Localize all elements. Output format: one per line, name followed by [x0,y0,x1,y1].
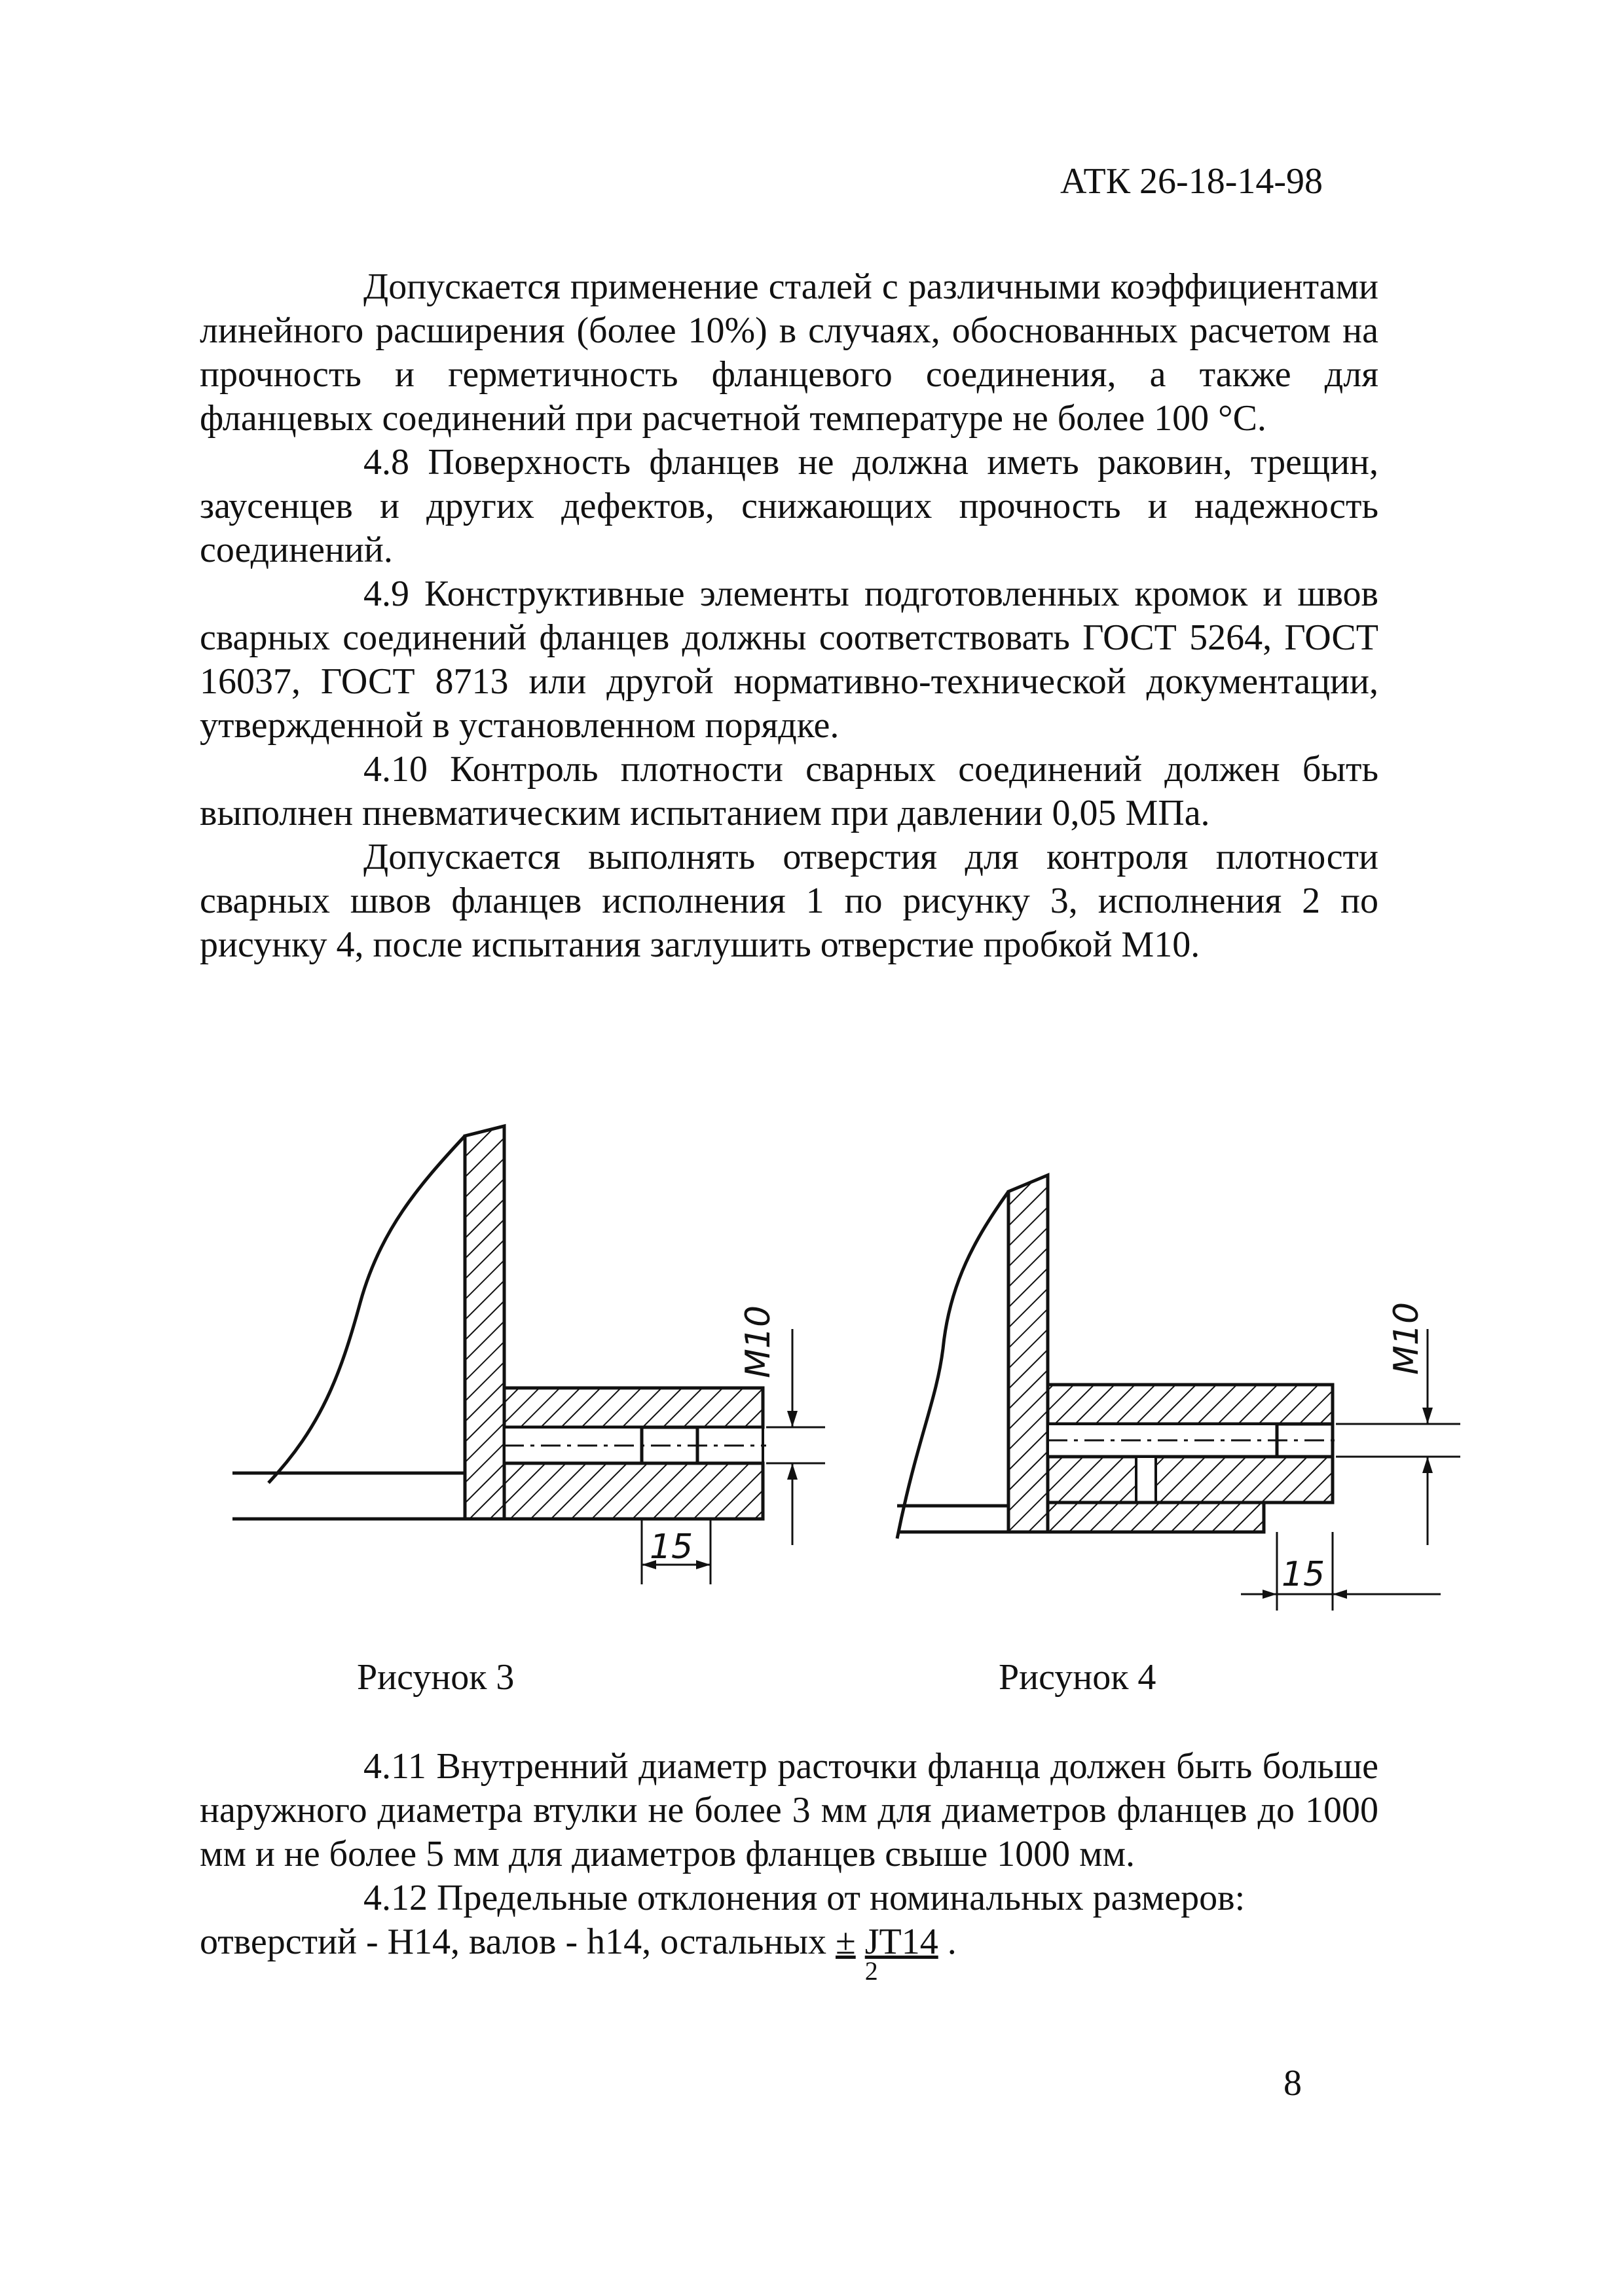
paragraph-steel-coefficients: Допускается применение сталей с различными коэффициентами линейного расширения (более 10%) в случаях, обоснованных расчетом на прочность и герметичность фланцевого соединения, а также для фланцевых соединений при расчетной температуре не более 100 °С. [200,266,1378,439]
tolerance-prefix: отверстий - H14, валов - h14, остальных [200,1922,826,1962]
paragraph-4-11: 4.11 Внутренний диаметр расточки фланца должен быть больше наружного диаметра втулки не более 3 мм для диаметров фланцев до 1000 мм и не более 5 мм для диаметров фланцев свыше 1000 мм. [200,1746,1378,1874]
break-line [897,1192,1008,1539]
tolerance-fraction [864,1920,938,1986]
plus-minus-sign: ± [835,1922,856,1962]
m10-label: M10 [739,1305,778,1378]
paragraph-4-9: 4.9 Конструктивные элементы подготовленных кромок и швов сварных соединений фланцев должны соответствовать ГОСТ 5264, ГОСТ 16037, ГОСТ 8713 или другой нормативно-технической документации, утвержденной в установленном порядке. [200,574,1378,746]
fraction-denominator: 2 [864,1956,878,1986]
figure-4-caption: Рисунок 4 [999,1657,1156,1698]
dim-15-label: 15 [650,1527,693,1567]
vertical-wall [1008,1175,1048,1532]
page-number: 8 [1283,2063,1302,2104]
flange-upper [504,1388,763,1427]
flange-lower [504,1463,763,1519]
text-block-top [200,265,1378,967]
figure-3-drawing [223,1113,825,1611]
document-code: АТК 26-18-14-98 [1060,161,1323,202]
paragraph-4-8: 4.8 Поверхность фланцев не должна иметь раковин, трещин, заусенцев и других дефектов, снижающих прочность и надежность соединений. [200,442,1378,570]
vertical-wall [465,1126,504,1519]
paragraph-test-holes: Допускается выполнять отверстия для контроля плотности сварных швов фланцев исполнения 1 по рисунку 3, исполнения 2 по рисунку 4, после испытания заглушить отверстие пробкой М10. [200,837,1378,965]
paragraph-4-10: 4.10 Контроль плотности сварных соединений должен быть выполнен пневматическим испытанием при давлении 0,05 МПа. [200,749,1378,833]
fraction-numerator: JT14 [864,1922,938,1962]
sentence-end: . [947,1922,957,1962]
flange-middle [1048,1457,1333,1503]
vertical-channel [1136,1457,1156,1503]
sleeve [1048,1503,1264,1532]
break-line [268,1136,465,1483]
text-block-bottom [200,1745,1378,1986]
dim-15-label: 15 [1282,1555,1325,1594]
m10-label: M10 [1387,1302,1426,1375]
paragraph-4-12-line1: 4.12 Предельные отклонения от номинальных размеров: [363,1878,1246,1918]
flange-upper [1048,1385,1333,1424]
figure-3-caption: Рисунок 3 [357,1657,515,1698]
figure-4-drawing [877,1152,1467,1643]
paragraph-4-12-line2 [200,1920,1378,1986]
